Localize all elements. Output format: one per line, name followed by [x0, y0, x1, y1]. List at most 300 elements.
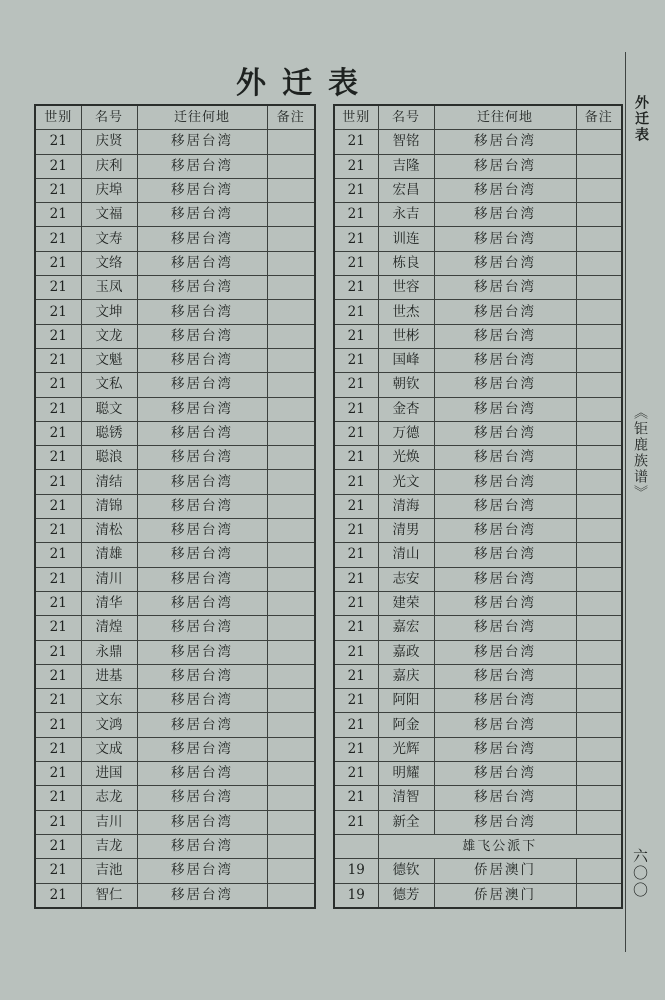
cell-destination: 移居台湾 [137, 227, 267, 251]
table-row [35, 300, 315, 324]
cell-name: 永吉 [378, 203, 434, 227]
table-row [334, 883, 622, 908]
table-row [35, 883, 315, 908]
cell-remarks [576, 543, 622, 567]
cell-generation: 21 [35, 203, 81, 227]
table-row [334, 421, 622, 445]
table-row [35, 130, 315, 154]
cell-name: 宏昌 [378, 178, 434, 202]
cell-generation: 21 [35, 859, 81, 883]
cell-remarks [267, 664, 315, 688]
cell-name: 新全 [378, 810, 434, 834]
cell-generation: 21 [334, 251, 378, 275]
table-row [334, 276, 622, 300]
cell-remarks [267, 859, 315, 883]
cell-destination: 移居台湾 [434, 786, 576, 810]
table-row [35, 421, 315, 445]
cell-name: 庆利 [81, 154, 137, 178]
cell-remarks [267, 616, 315, 640]
cell-destination: 移居台湾 [137, 834, 267, 858]
cell-generation: 21 [35, 591, 81, 615]
cell-generation: 21 [334, 810, 378, 834]
table-row [35, 446, 315, 470]
cell-remarks [576, 640, 622, 664]
cell-remarks [576, 713, 622, 737]
cell-destination: 移居台湾 [137, 713, 267, 737]
cell-remarks [576, 203, 622, 227]
table-row [35, 810, 315, 834]
cell-destination: 移居台湾 [434, 373, 576, 397]
cell-name: 阿金 [378, 713, 434, 737]
col-header-remarks: 备注 [267, 105, 315, 130]
cell-remarks [267, 373, 315, 397]
cell-generation: 21 [35, 276, 81, 300]
table-row [334, 762, 622, 786]
cell-generation: 21 [35, 737, 81, 761]
cell-remarks [267, 640, 315, 664]
cell-name: 吉池 [81, 859, 137, 883]
cell-destination: 侨居澳门 [434, 883, 576, 908]
cell-name: 清华 [81, 591, 137, 615]
cell-remarks [576, 494, 622, 518]
cell-name: 智仁 [81, 883, 137, 908]
cell-name: 文魁 [81, 348, 137, 372]
cell-name: 嘉政 [378, 640, 434, 664]
table-row [334, 178, 622, 202]
cell-name: 志安 [378, 567, 434, 591]
cell-destination: 移居台湾 [434, 591, 576, 615]
cell-destination: 移居台湾 [137, 373, 267, 397]
cell-name: 文寿 [81, 227, 137, 251]
cell-destination: 移居台湾 [434, 737, 576, 761]
cell-destination: 移居台湾 [137, 494, 267, 518]
cell-destination: 移居台湾 [434, 397, 576, 421]
cell-destination: 移居台湾 [434, 616, 576, 640]
table-row [334, 373, 622, 397]
cell-destination: 移居台湾 [137, 203, 267, 227]
cell-generation: 21 [35, 130, 81, 154]
cell-generation: 21 [334, 154, 378, 178]
table-row [334, 130, 622, 154]
cell-remarks [267, 567, 315, 591]
cell-generation: 21 [35, 470, 81, 494]
table-header-row [334, 105, 622, 130]
cell-remarks [267, 689, 315, 713]
cell-name: 清锦 [81, 494, 137, 518]
cell-name: 庆贤 [81, 130, 137, 154]
group-label: 雄飞公派下 [378, 834, 622, 858]
cell-remarks [576, 859, 622, 883]
table-row [35, 397, 315, 421]
cell-destination: 移居台湾 [137, 762, 267, 786]
col-header-generation: 世别 [35, 105, 81, 130]
cell-name: 清川 [81, 567, 137, 591]
cell-name: 光辉 [378, 737, 434, 761]
book-title: 《钜鹿族谱》 [632, 405, 648, 501]
cell-destination: 移居台湾 [434, 470, 576, 494]
cell-generation: 21 [35, 689, 81, 713]
cell-generation: 21 [35, 713, 81, 737]
side-section-title: 外迁表 [633, 95, 649, 143]
table-row [35, 616, 315, 640]
cell-generation: 19 [334, 859, 378, 883]
cell-generation: 21 [35, 664, 81, 688]
cell-remarks [576, 591, 622, 615]
cell-remarks [576, 276, 622, 300]
cell-remarks [267, 324, 315, 348]
cell-remarks [267, 446, 315, 470]
cell-remarks [267, 203, 315, 227]
cell-remarks [576, 300, 622, 324]
cell-generation: 21 [35, 446, 81, 470]
cell-generation: 21 [334, 786, 378, 810]
table-row [35, 227, 315, 251]
cell-destination: 移居台湾 [434, 640, 576, 664]
cell-remarks [267, 348, 315, 372]
table-row [35, 786, 315, 810]
col-header-remarks: 备注 [576, 105, 622, 130]
cell-generation: 21 [334, 762, 378, 786]
table-row [334, 591, 622, 615]
cell-name: 清智 [378, 786, 434, 810]
cell-name: 清山 [378, 543, 434, 567]
cell-name: 清结 [81, 470, 137, 494]
cell-generation: 21 [35, 373, 81, 397]
cell-generation: 21 [334, 519, 378, 543]
cell-remarks [267, 713, 315, 737]
cell-name: 建荣 [378, 591, 434, 615]
cell-generation: 21 [334, 178, 378, 202]
cell-destination: 移居台湾 [434, 713, 576, 737]
cell-destination: 侨居澳门 [434, 859, 576, 883]
cell-name: 文坤 [81, 300, 137, 324]
cell-generation: 21 [35, 762, 81, 786]
cell-remarks [267, 786, 315, 810]
table-row [35, 519, 315, 543]
cell-remarks [267, 130, 315, 154]
cell-generation [334, 834, 378, 858]
cell-generation: 21 [334, 227, 378, 251]
cell-name: 玉凤 [81, 276, 137, 300]
cell-name: 世容 [378, 276, 434, 300]
table-row [334, 397, 622, 421]
cell-name: 清松 [81, 519, 137, 543]
cell-generation: 21 [35, 251, 81, 275]
table-row [35, 713, 315, 737]
table-row [334, 519, 622, 543]
cell-generation: 21 [35, 300, 81, 324]
table-row [35, 203, 315, 227]
cell-generation: 21 [334, 421, 378, 445]
cell-name: 进基 [81, 664, 137, 688]
cell-name: 聪锈 [81, 421, 137, 445]
cell-generation: 21 [35, 640, 81, 664]
table-row [35, 348, 315, 372]
cell-destination: 移居台湾 [434, 519, 576, 543]
cell-generation: 21 [334, 567, 378, 591]
cell-destination: 移居台湾 [137, 348, 267, 372]
cell-name: 文福 [81, 203, 137, 227]
cell-generation: 21 [35, 786, 81, 810]
cell-remarks [576, 664, 622, 688]
cell-remarks [576, 397, 622, 421]
table-row [35, 543, 315, 567]
cell-name: 阿阳 [378, 689, 434, 713]
cell-generation: 21 [334, 203, 378, 227]
table-row [334, 664, 622, 688]
cell-generation: 21 [334, 300, 378, 324]
cell-remarks [576, 373, 622, 397]
cell-destination: 移居台湾 [434, 543, 576, 567]
table-row [35, 737, 315, 761]
cell-remarks [576, 689, 622, 713]
table-row [334, 616, 622, 640]
cell-remarks [267, 421, 315, 445]
cell-name: 文东 [81, 689, 137, 713]
cell-name: 清雄 [81, 543, 137, 567]
cell-destination: 移居台湾 [137, 810, 267, 834]
cell-generation: 21 [35, 567, 81, 591]
col-header-destination: 迁往何地 [137, 105, 267, 130]
table-row [35, 470, 315, 494]
cell-destination: 移居台湾 [434, 689, 576, 713]
table-row [334, 227, 622, 251]
table-row [334, 154, 622, 178]
cell-remarks [576, 227, 622, 251]
cell-remarks [267, 178, 315, 202]
cell-name: 嘉宏 [378, 616, 434, 640]
table-row [35, 324, 315, 348]
table-row [35, 373, 315, 397]
cell-destination: 移居台湾 [434, 203, 576, 227]
cell-generation: 21 [334, 616, 378, 640]
cell-destination: 移居台湾 [434, 276, 576, 300]
table-row [334, 324, 622, 348]
table-row [334, 543, 622, 567]
table-row [35, 762, 315, 786]
table-row [334, 470, 622, 494]
migration-table-left [34, 104, 316, 909]
table-row [35, 664, 315, 688]
table-row [35, 859, 315, 883]
cell-remarks [576, 251, 622, 275]
cell-destination: 移居台湾 [434, 130, 576, 154]
table-row [334, 567, 622, 591]
cell-remarks [267, 251, 315, 275]
cell-generation: 21 [334, 664, 378, 688]
cell-remarks [576, 421, 622, 445]
cell-remarks [576, 470, 622, 494]
cell-destination: 移居台湾 [137, 276, 267, 300]
cell-name: 文络 [81, 251, 137, 275]
cell-destination: 移居台湾 [137, 130, 267, 154]
cell-destination: 移居台湾 [137, 786, 267, 810]
table-row [35, 276, 315, 300]
cell-remarks [267, 762, 315, 786]
table-row [334, 640, 622, 664]
cell-destination: 移居台湾 [137, 421, 267, 445]
cell-destination: 移居台湾 [137, 397, 267, 421]
table-row [334, 689, 622, 713]
cell-destination: 移居台湾 [434, 300, 576, 324]
table-row [35, 640, 315, 664]
cell-name: 栋良 [378, 251, 434, 275]
cell-remarks [576, 130, 622, 154]
cell-generation: 21 [35, 543, 81, 567]
cell-destination: 移居台湾 [434, 251, 576, 275]
page-title: 外迁表 [236, 66, 374, 101]
cell-remarks [576, 519, 622, 543]
cell-destination: 移居台湾 [434, 348, 576, 372]
cell-name: 国峰 [378, 348, 434, 372]
cell-name: 金杏 [378, 397, 434, 421]
table-row [334, 446, 622, 470]
cell-name: 德钦 [378, 859, 434, 883]
table-row [334, 251, 622, 275]
cell-name: 光文 [378, 470, 434, 494]
col-header-name: 名号 [81, 105, 137, 130]
cell-remarks [576, 810, 622, 834]
table-row [334, 786, 622, 810]
cell-name: 文成 [81, 737, 137, 761]
table-row [35, 689, 315, 713]
cell-destination: 移居台湾 [137, 567, 267, 591]
table-row [334, 737, 622, 761]
cell-destination: 移居台湾 [137, 251, 267, 275]
cell-generation: 21 [334, 494, 378, 518]
page-number: 六〇〇 [631, 848, 649, 899]
col-header-name: 名号 [378, 105, 434, 130]
cell-destination: 移居台湾 [137, 519, 267, 543]
cell-generation: 21 [334, 470, 378, 494]
table-row [334, 348, 622, 372]
cell-destination: 移居台湾 [137, 324, 267, 348]
cell-remarks [576, 178, 622, 202]
cell-generation: 21 [35, 494, 81, 518]
cell-generation: 21 [35, 348, 81, 372]
cell-destination: 移居台湾 [137, 470, 267, 494]
cell-destination: 移居台湾 [434, 664, 576, 688]
cell-generation: 21 [334, 737, 378, 761]
cell-destination: 移居台湾 [137, 543, 267, 567]
cell-remarks [576, 154, 622, 178]
cell-generation: 21 [334, 276, 378, 300]
cell-generation: 21 [35, 519, 81, 543]
table-row [334, 859, 622, 883]
cell-generation: 21 [334, 640, 378, 664]
cell-destination: 移居台湾 [137, 883, 267, 908]
cell-generation: 21 [334, 543, 378, 567]
cell-generation: 21 [334, 373, 378, 397]
cell-name: 吉川 [81, 810, 137, 834]
cell-destination: 移居台湾 [137, 859, 267, 883]
cell-name: 文龙 [81, 324, 137, 348]
table-row [35, 834, 315, 858]
cell-name: 文私 [81, 373, 137, 397]
table-row [334, 494, 622, 518]
cell-destination: 移居台湾 [434, 324, 576, 348]
cell-remarks [576, 883, 622, 908]
margin-divider [625, 52, 626, 952]
cell-name: 清海 [378, 494, 434, 518]
cell-name: 永鼎 [81, 640, 137, 664]
cell-name: 明耀 [378, 762, 434, 786]
cell-name: 吉龙 [81, 834, 137, 858]
cell-remarks [267, 494, 315, 518]
cell-generation: 21 [334, 324, 378, 348]
cell-remarks [267, 543, 315, 567]
cell-generation: 21 [334, 397, 378, 421]
cell-name: 世彬 [378, 324, 434, 348]
cell-destination: 移居台湾 [434, 446, 576, 470]
cell-remarks [576, 324, 622, 348]
table-row [334, 713, 622, 737]
cell-generation: 21 [35, 178, 81, 202]
cell-generation: 21 [35, 154, 81, 178]
cell-name: 万德 [378, 421, 434, 445]
cell-remarks [267, 397, 315, 421]
cell-name: 聪浪 [81, 446, 137, 470]
col-header-generation: 世别 [334, 105, 378, 130]
cell-name: 嘉庆 [378, 664, 434, 688]
cell-remarks [267, 810, 315, 834]
cell-generation: 21 [334, 591, 378, 615]
cell-name: 德芳 [378, 883, 434, 908]
cell-generation: 21 [334, 689, 378, 713]
cell-generation: 21 [35, 324, 81, 348]
cell-remarks [267, 227, 315, 251]
table-row [334, 810, 622, 834]
table-row [35, 178, 315, 202]
cell-name: 世杰 [378, 300, 434, 324]
cell-generation: 21 [35, 810, 81, 834]
cell-remarks [576, 762, 622, 786]
table-row [35, 591, 315, 615]
cell-generation: 21 [334, 348, 378, 372]
cell-remarks [576, 786, 622, 810]
cell-destination: 移居台湾 [434, 494, 576, 518]
cell-name: 清煌 [81, 616, 137, 640]
cell-generation: 21 [35, 883, 81, 908]
cell-destination: 移居台湾 [137, 154, 267, 178]
cell-remarks [267, 883, 315, 908]
cell-remarks [267, 300, 315, 324]
cell-generation: 21 [334, 130, 378, 154]
cell-destination: 移居台湾 [434, 567, 576, 591]
cell-remarks [267, 470, 315, 494]
cell-destination: 移居台湾 [137, 737, 267, 761]
cell-destination: 移居台湾 [434, 421, 576, 445]
cell-remarks [576, 446, 622, 470]
cell-name: 吉隆 [378, 154, 434, 178]
cell-name: 训连 [378, 227, 434, 251]
cell-generation: 21 [35, 834, 81, 858]
cell-generation: 21 [35, 421, 81, 445]
cell-destination: 移居台湾 [137, 689, 267, 713]
table-row [35, 494, 315, 518]
cell-remarks [576, 567, 622, 591]
cell-remarks [576, 616, 622, 640]
cell-name: 智铭 [378, 130, 434, 154]
cell-generation: 21 [35, 616, 81, 640]
cell-remarks [576, 348, 622, 372]
cell-generation: 21 [35, 227, 81, 251]
group-row [334, 834, 622, 858]
cell-name: 庆埠 [81, 178, 137, 202]
cell-destination: 移居台湾 [137, 616, 267, 640]
cell-destination: 移居台湾 [434, 227, 576, 251]
cell-generation: 19 [334, 883, 378, 908]
